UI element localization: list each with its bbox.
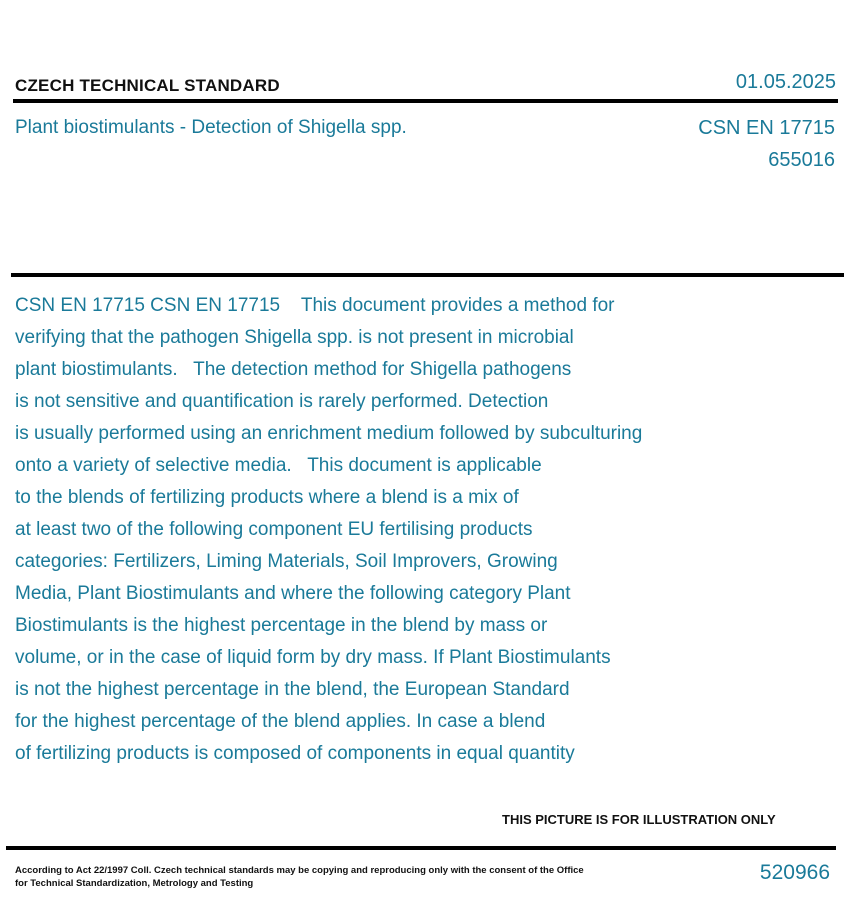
abstract-line: at least two of the following component EU fertilising products bbox=[15, 519, 533, 540]
footer-number: 520966 bbox=[759, 861, 830, 884]
standard-label: CZECH TECHNICAL STANDARD bbox=[15, 76, 280, 95]
legal-notice bbox=[15, 864, 584, 890]
abstract-line: Media, Plant Biostimulants and where the following category Plant bbox=[15, 583, 571, 604]
legal-notice-line: for Technical Standardization, Metrology and Testing bbox=[15, 878, 254, 889]
illustration-notice: THIS PICTURE IS FOR ILLUSTRATION ONLY bbox=[502, 812, 776, 827]
abstract-line: verifying that the pathogen Shigella spp. is not present in microbial bbox=[15, 327, 574, 348]
abstract-line: for the highest percentage of the blend applies. In case a blend bbox=[15, 711, 546, 732]
abstract-line: is usually performed using an enrichment medium followed by subculturing bbox=[15, 423, 643, 444]
catalog-number: 655016 bbox=[768, 149, 835, 171]
section-rule bbox=[11, 273, 844, 277]
abstract-line: categories: Fertilizers, Liming Materials, Soil Improvers, Growing bbox=[15, 551, 558, 572]
abstract-line: volume, or in the case of liquid form by dry mass. If Plant Biostimulants bbox=[15, 647, 611, 668]
abstract-line: CSN EN 17715 CSN EN 17715 This document provides a method for bbox=[15, 295, 615, 316]
abstract-line: onto a variety of selective media. This document is applicable bbox=[15, 455, 542, 476]
abstract-line: is not the highest percentage in the blend, the European Standard bbox=[15, 679, 570, 700]
abstract-line: is not sensitive and quantification is rarely performed. Detection bbox=[15, 391, 549, 412]
abstract-line: to the blends of fertilizing products where a blend is a mix of bbox=[15, 487, 519, 508]
footer-rule bbox=[6, 846, 836, 850]
standard-code: CSN EN 17715 bbox=[698, 117, 835, 139]
abstract-line: of fertilizing products is composed of components in equal quantity bbox=[15, 743, 575, 764]
abstract-text bbox=[15, 290, 755, 770]
abstract-line: Biostimulants is the highest percentage in the blend by mass or bbox=[15, 615, 548, 636]
document-title: Plant biostimulants - Detection of Shigella spp. bbox=[15, 117, 407, 138]
header-rule bbox=[13, 99, 838, 103]
issue-date: 01.05.2025 bbox=[735, 71, 836, 93]
abstract-line: plant biostimulants. The detection method for Shigella pathogens bbox=[15, 359, 572, 380]
legal-notice-line: According to Act 22/1997 Coll. Czech technical standards may be copying and reproducing only with the consent of the Office bbox=[15, 865, 584, 876]
